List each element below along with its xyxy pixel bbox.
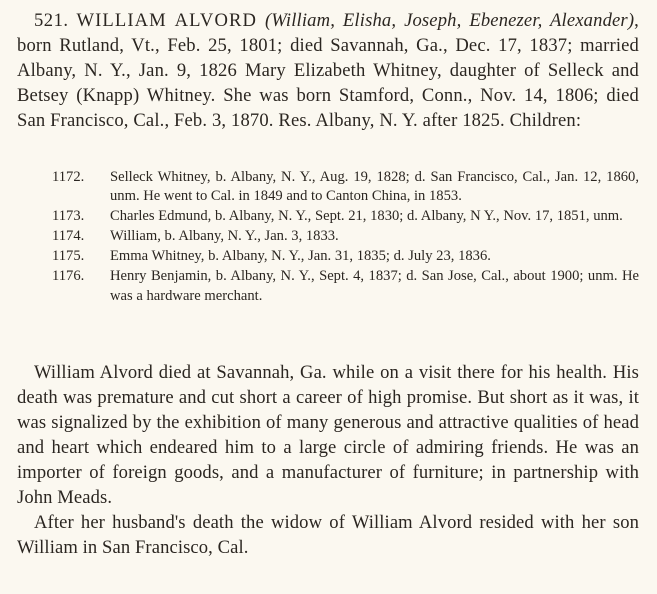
child-number: 1176. (52, 268, 85, 285)
child-text: Selleck Whitney, b. Albany, N. Y., Aug. 19, 1828; d. San Francisco, Cal., Jan. 12, 1860, unm. He went to Cal. in 1849 and to Canton China, in 1853. (110, 169, 639, 205)
entry-text: , born Rutland, Vt., Feb. 25, 1801; died Savannah, Ga., Dec. 17, 1837; married Albany, N. Y., Jan. 9, 1826 Mary Elizabeth Whitney, daughter of Selleck and Betsey (Knapp) Whitney. She was born Stamford, Conn., Nov. 14, 1806; died San Francisco, Cal., Feb. 3, 1870. Res. Albany, N. Y. after 1825. Children: (17, 10, 639, 131)
entry-number: 521. (34, 10, 69, 31)
narrative-paragraph: William Alvord died at Savannah, Ga. while on a visit there for his health. His death was premature and cut short a career of high promise. But short as it was, it was signalized by the exhibition of many generous and attractive qualities of head and heart which endeared him to a large circle of admiring friends. He was an importer of foreign goods, and a manufacturer of furniture; in partnership with John Meads. (17, 362, 639, 508)
child-item (52, 207, 639, 226)
children-list (52, 168, 639, 307)
child-text: Emma Whitney, b. Albany, N. Y., Jan. 31, 1835; d. July 23, 1836. (110, 248, 491, 265)
child-text: Charles Edmund, b. Albany, N. Y., Sept. 21, 1830; d. Albany, N Y., Nov. 17, 1851, unm. (110, 208, 623, 225)
child-text: Henry Benjamin, b. Albany, N. Y., Sept. 4, 1837; d. San Jose, Cal., about 1900; unm. He was a hardware merchant. (110, 268, 639, 304)
child-number: 1175. (52, 248, 85, 265)
family-entry (17, 8, 639, 133)
child-number: 1174. (52, 228, 85, 245)
narrative-paragraph: After her husband's death the widow of William Alvord resided with her son William in San Francisco, Cal. (17, 512, 639, 558)
child-item (52, 227, 639, 246)
child-number: 1172. (52, 169, 85, 185)
entry-name: WILLIAM ALVORD (76, 10, 258, 31)
child-number: 1173. (52, 208, 85, 225)
child-item (52, 247, 639, 266)
entry-lineage: (William, Elisha, Joseph, Ebenezer, Alexander) (264, 10, 635, 31)
child-item (52, 267, 639, 306)
narrative (17, 360, 639, 560)
child-item (52, 168, 639, 207)
child-text: William, b. Albany, N. Y., Jan. 3, 1833. (110, 228, 339, 245)
